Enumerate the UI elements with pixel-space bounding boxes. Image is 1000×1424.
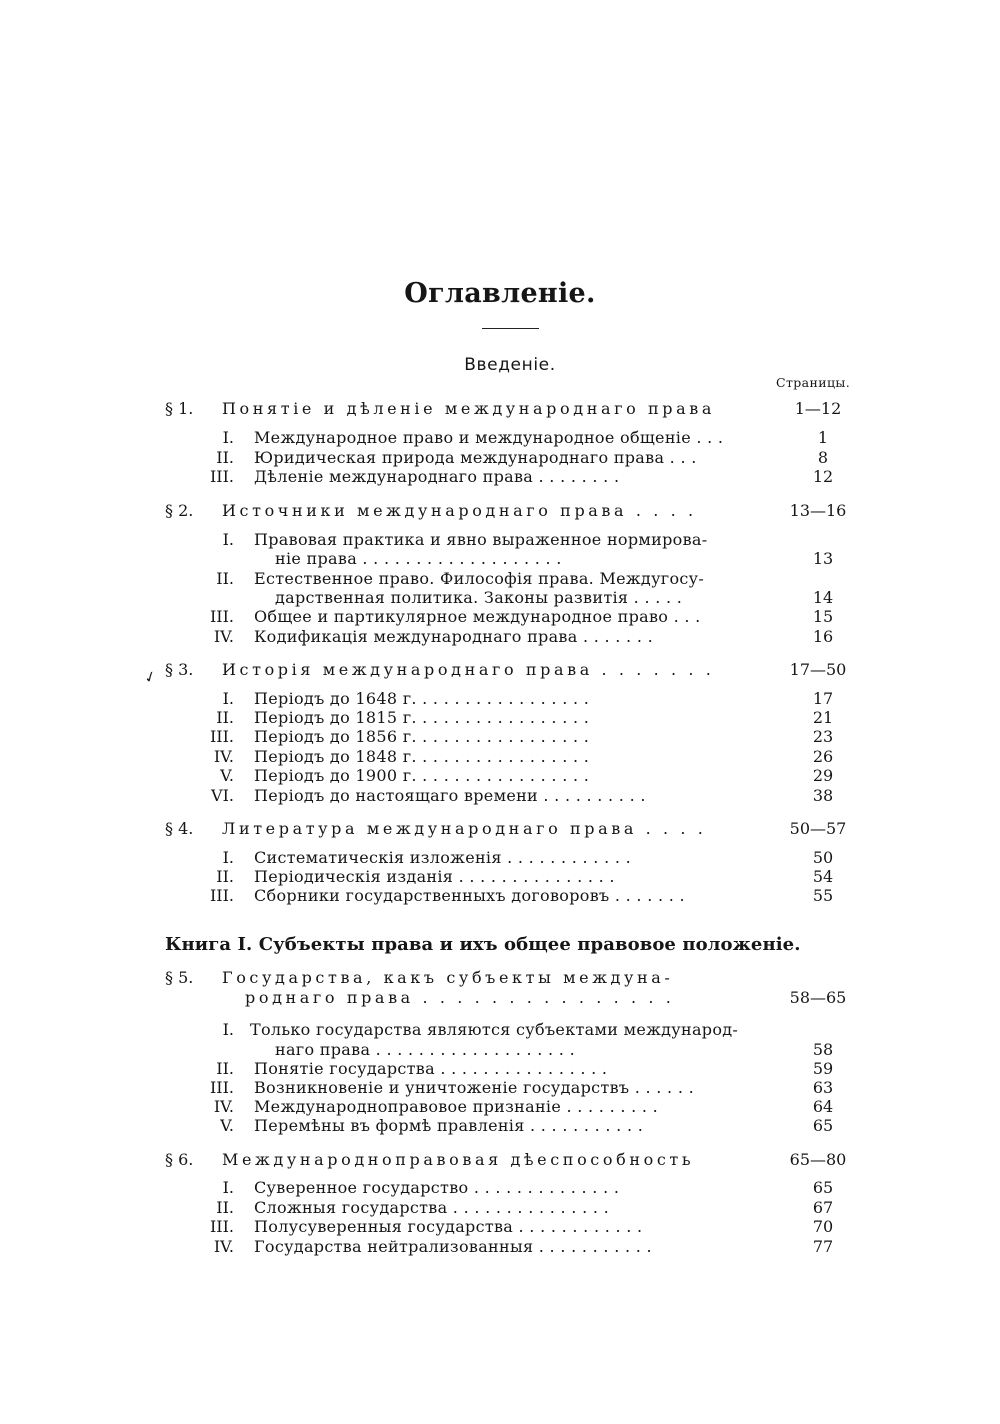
toc-entry[interactable] — [0, 1198, 1000, 1218]
toc-entry[interactable] — [0, 867, 1000, 887]
entry-number: III. — [209, 1217, 234, 1236]
entry-title: Періодъ до 1648 г. . . . . . . . . . . . . . . . . — [254, 689, 590, 708]
entry-title: Сборники государственныхъ договоровъ . . . . . . . — [254, 886, 685, 905]
entry-page: 70 — [812, 1217, 834, 1236]
section-number: § 4. — [165, 819, 194, 838]
entry-number: I. — [222, 689, 234, 708]
toc-section-continuation[interactable] — [0, 988, 1000, 1008]
entry-title: Естественное право. Философія права. Междугосу- — [254, 569, 705, 588]
entry-number: III. — [209, 607, 234, 626]
entry-page: 1 — [817, 428, 829, 447]
pages-column-label: Страницы. — [776, 375, 851, 390]
entry-title: Періодъ до 1900 г. . . . . . . . . . . . . . . . . — [254, 766, 590, 785]
entry-page: 55 — [812, 886, 834, 905]
toc-entry[interactable] — [0, 607, 1000, 627]
toc-entry[interactable] — [0, 569, 1000, 589]
entry-page: 15 — [812, 607, 834, 626]
section-title: Литература международнаго права . . . . — [222, 819, 707, 838]
entry-number: III. — [209, 467, 234, 486]
toc-entry[interactable] — [0, 1217, 1000, 1237]
toc-entry[interactable] — [0, 886, 1000, 906]
handwritten-check-mark: ✓ — [141, 666, 160, 688]
toc-entry[interactable] — [0, 708, 1000, 728]
toc-entry[interactable] — [0, 727, 1000, 747]
toc-entry[interactable] — [0, 766, 1000, 786]
section-pages: 17—50 — [789, 660, 847, 679]
entry-number: IV. — [213, 747, 234, 766]
entry-title: Правовая практика и явно выраженное нормирова- — [254, 530, 708, 549]
entry-page: 26 — [812, 747, 834, 766]
entry-page: 21 — [812, 708, 834, 727]
entry-number: I. — [222, 1178, 234, 1197]
entry-page: 23 — [812, 727, 834, 746]
entry-number: V. — [220, 1116, 234, 1135]
entry-number: II. — [216, 569, 234, 588]
book-1-heading: Книга I. Субъекты права и ихъ общее правовое положеніе. — [165, 934, 801, 955]
entry-page: 54 — [812, 867, 834, 886]
toc-entry[interactable] — [0, 1078, 1000, 1098]
entry-title: Общее и партикулярное международное право . . . — [254, 607, 701, 626]
entry-number: I. — [222, 428, 234, 447]
entry-number: II. — [216, 1059, 234, 1078]
entry-page: 14 — [812, 588, 834, 607]
entry-title: Государства нейтрализованныя . . . . . . . . . . . — [254, 1237, 652, 1256]
entry-title: Только государства являются субъектами международ- — [250, 1020, 739, 1039]
toc-section[interactable] — [0, 968, 1000, 988]
entry-title: Суверенное государство . . . . . . . . . . . . . . — [254, 1178, 620, 1197]
entry-title: Сложныя государства . . . . . . . . . . . . . . . — [254, 1198, 609, 1217]
section-pages: 1—12 — [794, 399, 842, 418]
entry-title: Періодическія изданія . . . . . . . . . . . . . . . — [254, 867, 615, 886]
entry-number: II. — [216, 867, 234, 886]
entry-title: Дѣленіе международнаго права . . . . . . . . — [254, 467, 620, 486]
toc-entry[interactable] — [0, 448, 1000, 468]
entry-title: Возникновеніе и уничтоженіе государствъ . . . . . . — [254, 1078, 694, 1097]
toc-entry[interactable] — [0, 1059, 1000, 1079]
entry-title: Перемѣны въ формѣ правленія . . . . . . . . . . . — [254, 1116, 644, 1135]
toc-entry[interactable] — [0, 1237, 1000, 1257]
section-number: § 2. — [165, 501, 194, 520]
entry-number: V. — [220, 766, 234, 785]
section-number: § 6. — [165, 1150, 194, 1169]
toc-section[interactable] — [0, 819, 1000, 839]
toc-entry[interactable] — [0, 1116, 1000, 1136]
section-title: Источники международнаго права . . . . — [222, 501, 697, 520]
entry-title: Международноправовое признаніе . . . . . . . . . — [254, 1097, 659, 1116]
entry-number: IV. — [213, 1237, 234, 1256]
page-title: Оглавленіе. — [404, 278, 596, 309]
toc-entry[interactable] — [0, 627, 1000, 647]
section-title: Понятіе и дѣленіе международнаго права — [222, 399, 716, 418]
toc-entry[interactable] — [0, 786, 1000, 806]
entry-page: 8 — [817, 448, 829, 467]
entry-title: Полусуверенныя государства . . . . . . . . . . . . — [254, 1217, 643, 1236]
section-title-continued: роднаго права . . . . . . . . . . . . . . . — [245, 988, 675, 1007]
entry-title: Юридическая природа международнаго права . . . — [254, 448, 697, 467]
entry-title: Кодификація международнаго права . . . . . . . — [254, 627, 653, 646]
entry-page: 17 — [812, 689, 834, 708]
entry-number: I. — [222, 530, 234, 549]
entry-number: III. — [209, 886, 234, 905]
entry-title: Періодъ до 1856 г. . . . . . . . . . . . . . . . . — [254, 727, 590, 746]
section-pages: 13—16 — [789, 501, 847, 520]
entry-title-continued: наго права . . . . . . . . . . . . . . . . . . . — [275, 1040, 575, 1059]
entry-title: Періодъ до настоящаго времени . . . . . . . . . . — [254, 786, 646, 805]
section-pages: 65—80 — [789, 1150, 847, 1169]
entry-number: II. — [216, 448, 234, 467]
entry-title-continued: дарственная политика. Законы развитія . . . . . — [275, 588, 683, 607]
entry-number: IV. — [213, 1097, 234, 1116]
toc-entry[interactable] — [0, 1178, 1000, 1198]
section-number: § 3. — [165, 660, 194, 679]
entry-page: 59 — [812, 1059, 834, 1078]
entry-title: Періодъ до 1815 г. . . . . . . . . . . . . . . . . — [254, 708, 590, 727]
entry-page: 77 — [812, 1237, 834, 1256]
entry-page: 67 — [812, 1198, 834, 1217]
entry-page: 64 — [812, 1097, 834, 1116]
entry-page: 65 — [812, 1178, 834, 1197]
entry-number: III. — [209, 727, 234, 746]
toc-entry-continuation[interactable] — [0, 1040, 1000, 1060]
entry-page: 12 — [812, 467, 834, 486]
entry-page: 16 — [812, 627, 834, 646]
section-number: § 5. — [165, 968, 194, 987]
entry-page: 29 — [812, 766, 834, 785]
section-title: Международноправовая дѣеспособность — [222, 1150, 695, 1169]
entry-number: II. — [216, 1198, 234, 1217]
entry-page: 13 — [812, 549, 834, 568]
entry-title: Систематическія изложенія . . . . . . . . . . . . — [254, 848, 632, 867]
section-title: Государства, какъ субъекты междуна- — [222, 968, 674, 987]
entry-number: VI. — [211, 786, 234, 805]
toc-section[interactable] — [0, 660, 1000, 680]
toc-entry[interactable] — [0, 747, 1000, 767]
entry-page: 58 — [812, 1040, 834, 1059]
toc-section[interactable] — [0, 399, 1000, 419]
entry-title: Понятіе государства . . . . . . . . . . . . . . . . — [254, 1059, 608, 1078]
entry-page: 38 — [812, 786, 834, 805]
entry-title-continued: ніе права . . . . . . . . . . . . . . . . . . . — [275, 549, 562, 568]
section-title: Исторія международнаго права . . . . . . . — [222, 660, 715, 679]
toc-entry[interactable] — [0, 848, 1000, 868]
toc-entry-continuation[interactable] — [0, 588, 1000, 608]
toc-section[interactable] — [0, 501, 1000, 521]
entry-title: Международное право и международное общеніе . . . — [254, 428, 724, 447]
toc-entry[interactable] — [0, 1097, 1000, 1117]
title-divider — [482, 328, 539, 329]
toc-entry[interactable] — [0, 530, 1000, 550]
toc-entry[interactable] — [0, 467, 1000, 487]
section-pages: 58—65 — [789, 988, 847, 1007]
entry-number: IV. — [213, 627, 234, 646]
entry-number: I. — [222, 1020, 234, 1039]
section-pages: 50—57 — [789, 819, 847, 838]
toc-entry[interactable] — [0, 428, 1000, 448]
entry-number: III. — [209, 1078, 234, 1097]
toc-entry-continuation[interactable] — [0, 549, 1000, 569]
entry-page: 63 — [812, 1078, 834, 1097]
toc-entry[interactable] — [0, 689, 1000, 709]
toc-entry[interactable] — [0, 1020, 1000, 1040]
entry-title: Періодъ до 1848 г. . . . . . . . . . . . . . . . . — [254, 747, 590, 766]
section-number: § 1. — [165, 399, 194, 418]
entry-number: I. — [222, 848, 234, 867]
entry-number: II. — [216, 708, 234, 727]
entry-page: 65 — [812, 1116, 834, 1135]
entry-page: 50 — [812, 848, 834, 867]
introduction-heading: Введеніе. — [464, 355, 556, 375]
toc-section[interactable] — [0, 1150, 1000, 1170]
